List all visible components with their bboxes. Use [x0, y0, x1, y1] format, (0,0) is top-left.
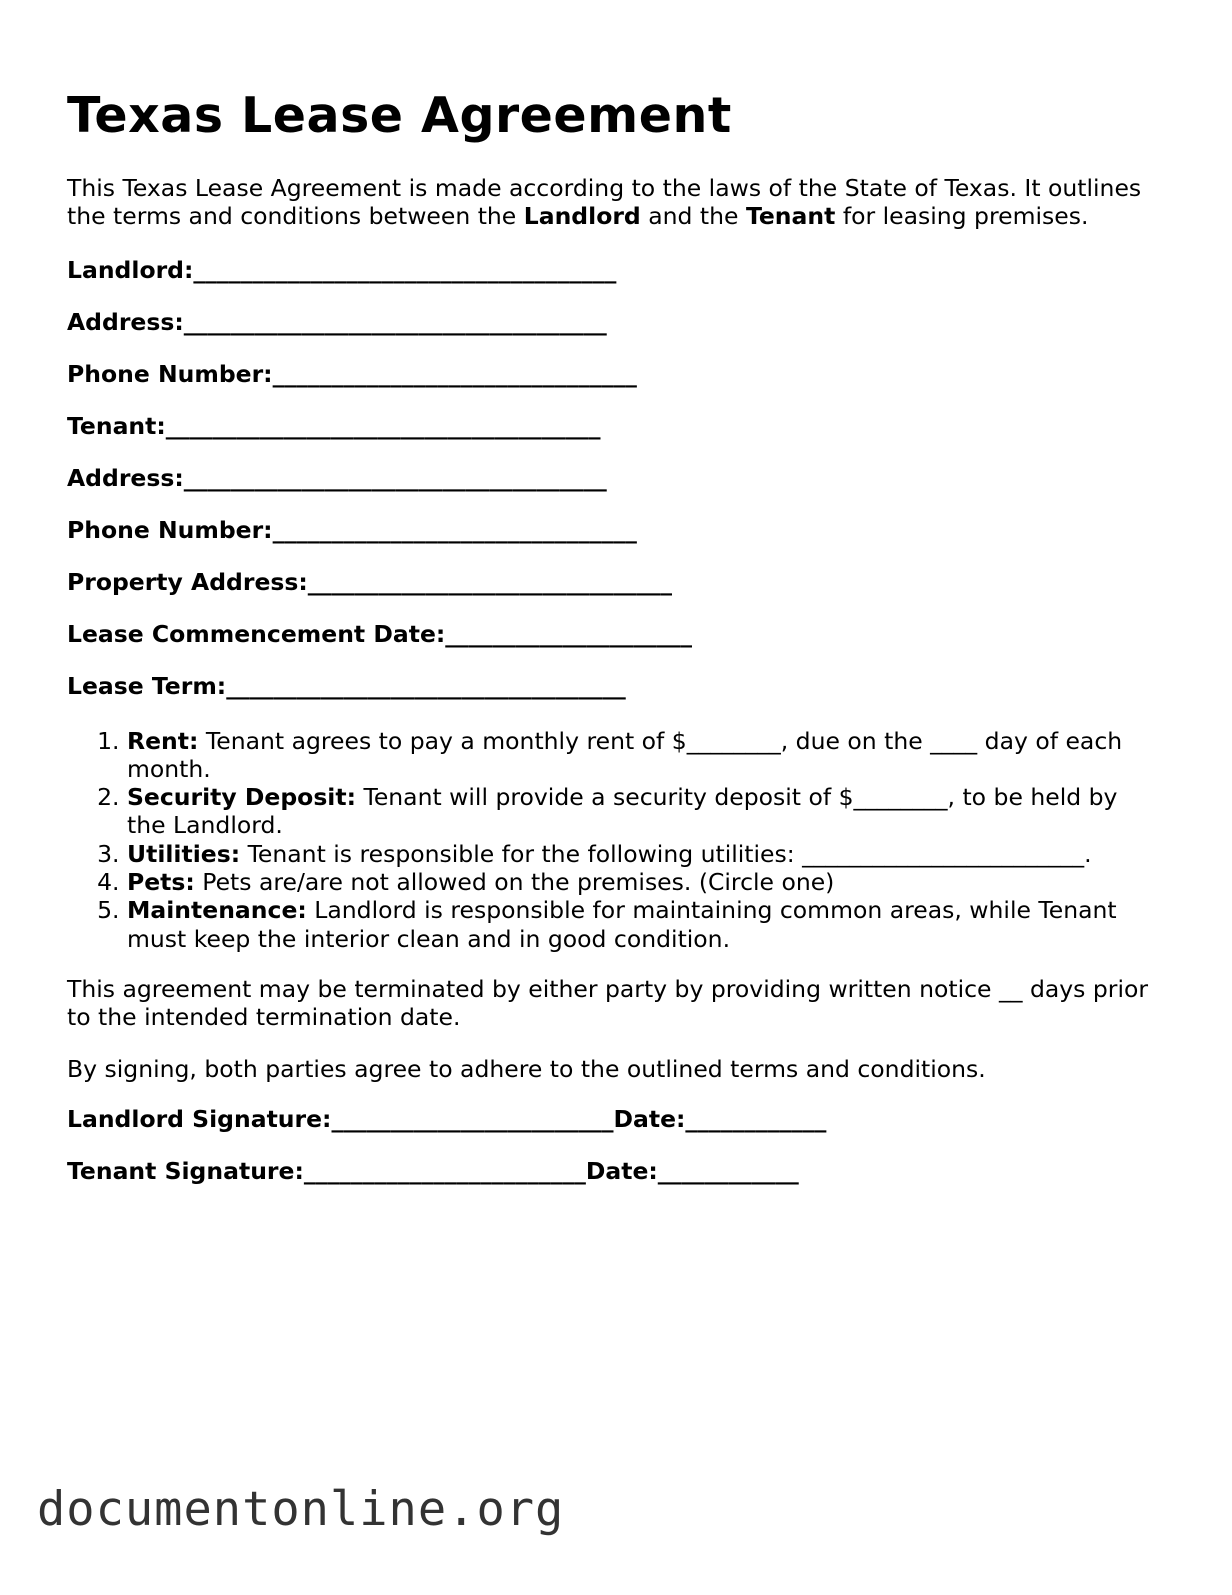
lease-term-blank[interactable]: __________________________________ [226, 672, 626, 701]
lease-term-field[interactable]: Lease Term: __________________________________ [67, 672, 626, 701]
list-item: 3. Utilities: Tenant is responsible for the following utilities: ________________________. [127, 840, 1157, 868]
list-item: 1. Rent: Tenant agrees to pay a monthly rent of $________, due on the ____ day of each month. [127, 727, 1157, 784]
watermark: documentonline.org [37, 1482, 565, 1537]
landlord-address-blank[interactable]: ____________________________________ [183, 308, 607, 337]
property-address-field[interactable]: Property Address: _______________________________ [67, 568, 673, 597]
document-page [67, 88, 1157, 1197]
list-item: 4. Pets: Pets are/are not allowed on the premises. (Circle one) [127, 868, 1157, 896]
tenant-signature-blank[interactable]: ________________________ [303, 1156, 586, 1185]
signature-block [67, 1093, 1157, 1197]
party-fields [67, 245, 1157, 713]
page-title: Texas Lease Agreement [67, 87, 732, 144]
tenant-address-field[interactable]: Address: ____________________________________ [67, 464, 607, 493]
tenant-field[interactable]: Tenant: _____________________________________ [67, 412, 601, 441]
lease-commencement-blank[interactable]: _____________________ [445, 620, 693, 649]
landlord-field[interactable]: Landlord: ____________________________________ [67, 256, 617, 285]
terms-list [67, 727, 1157, 953]
tenant-phone-blank[interactable]: _______________________________ [272, 516, 637, 545]
intro-paragraph [67, 174, 1157, 231]
landlord-blank[interactable]: ____________________________________ [193, 256, 617, 285]
agreement-paragraph: By signing, both parties agree to adhere to the outlined terms and conditions. [67, 1054, 986, 1083]
list-item: 5. Maintenance: Landlord is responsible for maintaining common areas, while Tenant must keep the interior clean and in good condition. [127, 896, 1157, 953]
tenant-phone-field[interactable]: Phone Number: _______________________________ [67, 516, 637, 545]
intro-tenant-term: Tenant [745, 202, 836, 231]
tenant-address-blank[interactable]: ____________________________________ [183, 464, 607, 493]
landlord-address-field[interactable]: Address: ____________________________________ [67, 308, 607, 337]
tenant-date-blank[interactable]: ____________ [657, 1156, 799, 1185]
intro-text-1: This Texas Lease Agreement is made according to the laws of the State of Texas. It outlines the terms and conditions between the [67, 174, 1142, 231]
list-item: 2. Security Deposit: Tenant will provide a security deposit of $________, to be held by the Landlord. [127, 783, 1157, 840]
tenant-signature-field[interactable]: Tenant Signature: ________________________ Date: ____________ [67, 1156, 799, 1185]
landlord-date-blank[interactable]: ____________ [685, 1104, 827, 1133]
intro-text-2: and the [640, 202, 746, 231]
landlord-signature-blank[interactable]: ________________________ [331, 1104, 614, 1133]
intro-text-3: for leasing premises. [835, 202, 1089, 231]
lease-commencement-field[interactable]: Lease Commencement Date: _____________________ [67, 620, 693, 649]
landlord-phone-blank[interactable]: _______________________________ [272, 360, 637, 389]
landlord-signature-field[interactable]: Landlord Signature: ________________________ Date: ____________ [67, 1104, 827, 1133]
property-address-blank[interactable]: _______________________________ [307, 568, 673, 597]
landlord-phone-field[interactable]: Phone Number: _______________________________ [67, 360, 637, 389]
tenant-blank[interactable]: _____________________________________ [165, 412, 601, 441]
intro-landlord-term: Landlord [523, 202, 641, 231]
termination-paragraph: This agreement may be terminated by either party by providing written notice __ days prior to the intended termination date. [67, 974, 1149, 1032]
